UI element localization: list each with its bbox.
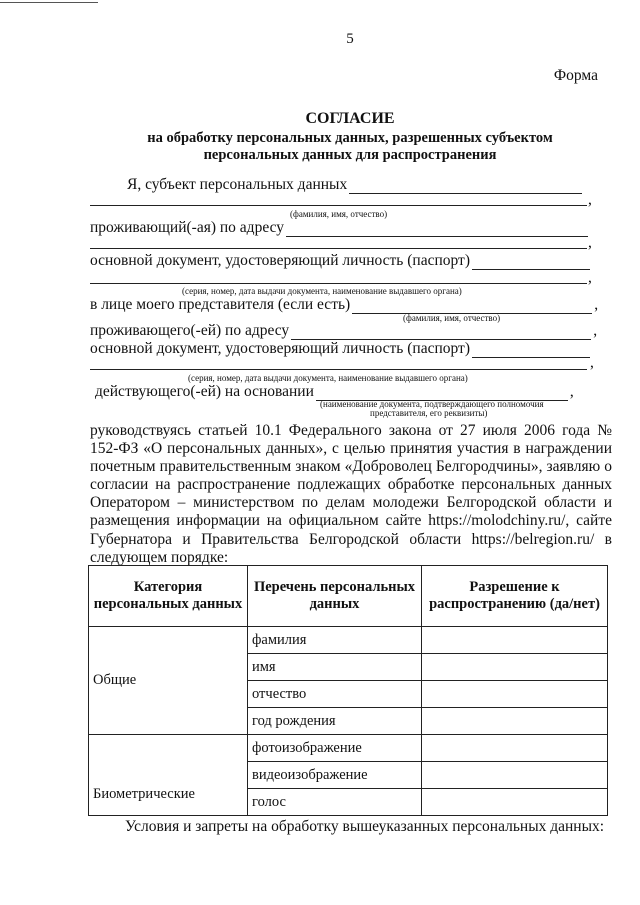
main-doc-row xyxy=(90,252,590,270)
doc-caption: (серия, номер, дата выдачи документа, наименование выдавшего органа) xyxy=(182,286,462,296)
category-general: Общие xyxy=(89,627,248,735)
rep-residing-label: проживающего(-ей) по адресу xyxy=(90,322,290,339)
table-row xyxy=(89,735,608,762)
subject-fio-field[interactable] xyxy=(349,179,582,194)
rep-doc-caption: (серия, номер, дата выдачи документа, наименование выдавшего органа) xyxy=(188,373,468,383)
main-doc-label: основной документ, удостоверяющий личность (паспорт) xyxy=(90,252,470,269)
residing-label: проживающий(-ая) по адресу xyxy=(90,219,285,236)
table-row xyxy=(89,627,608,654)
address-field[interactable] xyxy=(286,222,588,237)
comma: , xyxy=(590,354,594,371)
form-label: Форма xyxy=(553,67,598,84)
rep-fio-caption: (фамилия, имя, отчество) xyxy=(403,313,501,323)
consent-body-text: руководствуясь статьей 10.1 Федерального закона от 27 июля 2006 года № 152-ФЗ «О персональных данных», с целью принятия участия в награждении почетным правительственным знаком «Доброволец Белгородчины», заявляю о согласии на распространение подлежащих обработке персональных данных Оператором – министерством по делам молодежи Белгородской области и размещения информации на официальном сайте https://molodchiny.ru/, сайте Губернатора и Правительства Белгородской области https://belregion.ru/ в следующем порядке: xyxy=(90,422,612,566)
page-number: 5 xyxy=(346,31,354,47)
rep-main-doc-label: основной документ, удостоверяющий личность (паспорт) xyxy=(90,340,470,357)
subject-label: Я, субъект персональных данных xyxy=(127,176,348,193)
permission-cell[interactable] xyxy=(422,762,608,789)
item-cell: год рождения xyxy=(248,708,422,735)
table-header-row xyxy=(89,566,608,627)
subject-fio-field-line2[interactable] xyxy=(90,205,587,206)
item-cell: голос xyxy=(248,789,422,816)
document-title: СОГЛАСИЕ xyxy=(305,110,395,127)
representative-row: в лице моего представителя (если есть) , xyxy=(90,296,599,313)
passport-field-line2[interactable] xyxy=(90,283,587,284)
rep-passport-field[interactable] xyxy=(472,343,590,358)
rep-residing-row: проживающего(-ей) по адресу , xyxy=(90,322,598,339)
subtitle-line-1: на обработку персональных данных, разрешенных субъектом xyxy=(147,130,553,146)
acting-row: действующего(-ей) на основании , xyxy=(95,383,574,400)
rep-address-field[interactable] xyxy=(291,325,591,340)
basis-caption-1: (наименование документа, подтверждающего полномочия xyxy=(320,399,544,409)
item-cell: фотоизображение xyxy=(248,735,422,762)
subtitle-line-2: персональных данных для распространения xyxy=(203,147,497,163)
permission-cell[interactable] xyxy=(422,735,608,762)
representative-label: в лице моего представителя (если есть) xyxy=(90,296,351,313)
header-list: Перечень персональных данных xyxy=(248,566,422,627)
address-field-line2[interactable] xyxy=(90,248,587,249)
residing-row xyxy=(90,219,588,237)
header-permission: Разрешение к распространению (да/нет) xyxy=(422,566,608,627)
subject-row xyxy=(127,176,582,194)
permission-cell[interactable] xyxy=(422,681,608,708)
comma: , xyxy=(588,269,592,286)
acting-label: действующего(-ей) на основании xyxy=(95,383,314,400)
conditions-text: Условия и запреты на обработку вышеуказанных персональных данных: xyxy=(125,818,605,835)
category-biometric: Биометрические xyxy=(89,735,248,816)
header-category: Категория персональных данных xyxy=(89,566,248,627)
comma: , xyxy=(588,234,592,251)
item-cell: фамилия xyxy=(248,627,422,654)
permission-cell[interactable] xyxy=(422,627,608,654)
permission-cell[interactable] xyxy=(422,708,608,735)
permission-cell[interactable] xyxy=(422,789,608,816)
item-cell: имя xyxy=(248,654,422,681)
rep-main-doc-row xyxy=(90,340,590,358)
corner-scan-line xyxy=(0,2,98,3)
rep-passport-field-line2[interactable] xyxy=(90,369,587,370)
representative-fio-field[interactable] xyxy=(352,299,592,314)
passport-field[interactable] xyxy=(472,255,590,270)
fio-caption: (фамилия, имя, отчество) xyxy=(290,209,388,219)
permission-cell[interactable] xyxy=(422,654,608,681)
personal-data-table xyxy=(88,565,608,816)
basis-caption-2: представителя, его реквизиты) xyxy=(370,408,488,418)
comma: , xyxy=(588,191,592,208)
item-cell: видеоизображение xyxy=(248,762,422,789)
item-cell: отчество xyxy=(248,681,422,708)
